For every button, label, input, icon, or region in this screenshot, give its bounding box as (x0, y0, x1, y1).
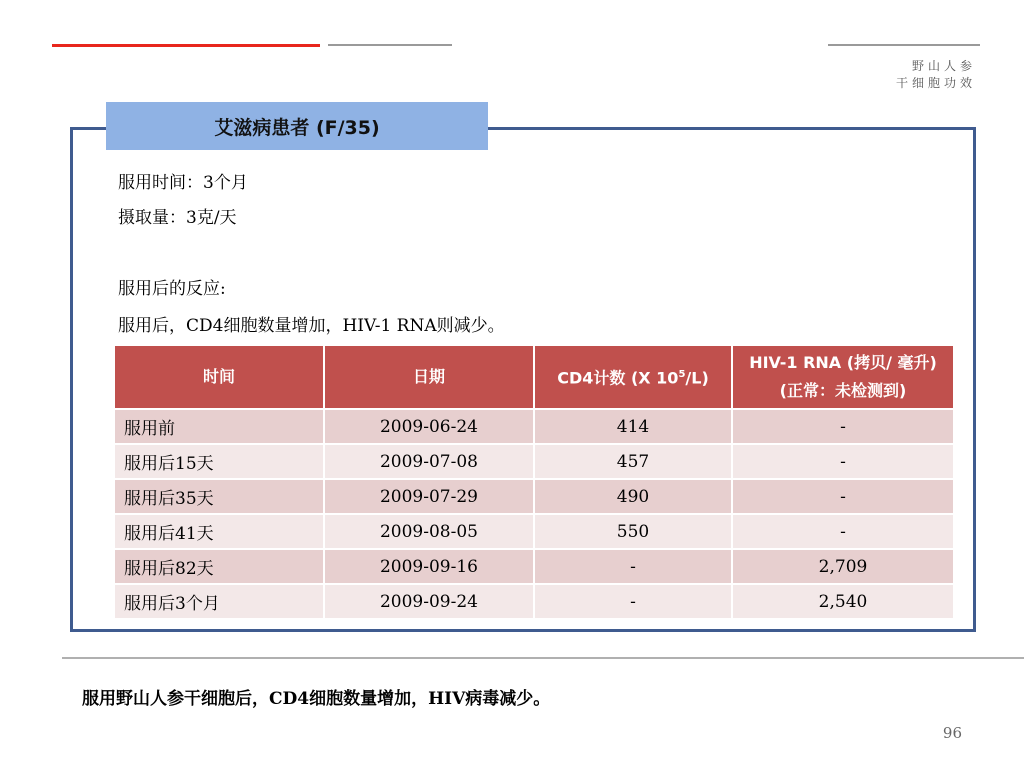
cell-cd4: 414 (535, 410, 731, 443)
cell-date: 2009-07-08 (325, 445, 533, 478)
page-number: 96 (942, 724, 962, 742)
top-right-line-gray (828, 44, 980, 46)
dosage-text: 摄取量：3克/天 (118, 208, 237, 228)
header-cd4-prefix: CD4计数 (X 10 (557, 368, 679, 388)
table-row (115, 480, 953, 513)
table-row (115, 445, 953, 478)
brand-line-1: 野山人参 (911, 59, 976, 73)
cell-date: 2009-09-24 (325, 585, 533, 618)
cell-date: 2009-08-05 (325, 515, 533, 548)
cell-hiv: - (733, 480, 953, 513)
cell-date: 2009-07-29 (325, 480, 533, 513)
reaction-text: 服用后，CD4细胞数量增加，HIV-1 RNA则减少。 (118, 316, 505, 336)
slide-title: 艾滋病患者 (F/35) (106, 102, 488, 150)
top-accent-line-gray (328, 44, 452, 46)
header-cd4-suffix: /L) (685, 368, 709, 388)
cell-hiv: - (733, 515, 953, 548)
brand-label (896, 58, 976, 92)
cell-hiv: - (733, 445, 953, 478)
header-date: 日期 (325, 346, 533, 408)
cell-cd4: 490 (535, 480, 731, 513)
cell-time: 服用前 (115, 410, 323, 443)
header-hiv-line-2: (正常：未检测到) (779, 381, 907, 400)
reaction-heading: 服用后的反应: (118, 279, 226, 299)
cell-cd4: 550 (535, 515, 731, 548)
top-accent-line-red (52, 44, 320, 47)
cell-date: 2009-06-24 (325, 410, 533, 443)
table-row (115, 550, 953, 583)
summary-text: 服用野山人参干细胞后，CD4细胞数量增加，HIV病毒减少。 (82, 689, 551, 709)
cell-time: 服用后15天 (115, 445, 323, 478)
cell-time: 服用后41天 (115, 515, 323, 548)
brand-line-2: 干细胞功效 (895, 76, 976, 90)
cell-cd4: 457 (535, 445, 731, 478)
header-hiv-line-1: HIV-1 RNA (拷贝/ 毫升) (749, 353, 937, 372)
cell-time: 服用后35天 (115, 480, 323, 513)
cell-hiv: - (733, 410, 953, 443)
cell-cd4: - (535, 550, 731, 583)
table-row (115, 585, 953, 618)
cell-cd4: - (535, 585, 731, 618)
cell-hiv: 2,540 (733, 585, 953, 618)
header-cd4 (535, 346, 731, 408)
table-row (115, 410, 953, 443)
header-cd4-sup: 5 (678, 369, 686, 381)
header-time: 时间 (115, 346, 323, 408)
cell-time: 服用后82天 (115, 550, 323, 583)
table-header-row (115, 346, 953, 408)
cell-date: 2009-09-16 (325, 550, 533, 583)
bottom-divider (62, 657, 1024, 659)
header-hiv (733, 346, 953, 408)
results-table (113, 344, 955, 620)
duration-text: 服用时间：3个月 (118, 173, 248, 193)
cell-hiv: 2,709 (733, 550, 953, 583)
cell-time: 服用后3个月 (115, 585, 323, 618)
table-row (115, 515, 953, 548)
